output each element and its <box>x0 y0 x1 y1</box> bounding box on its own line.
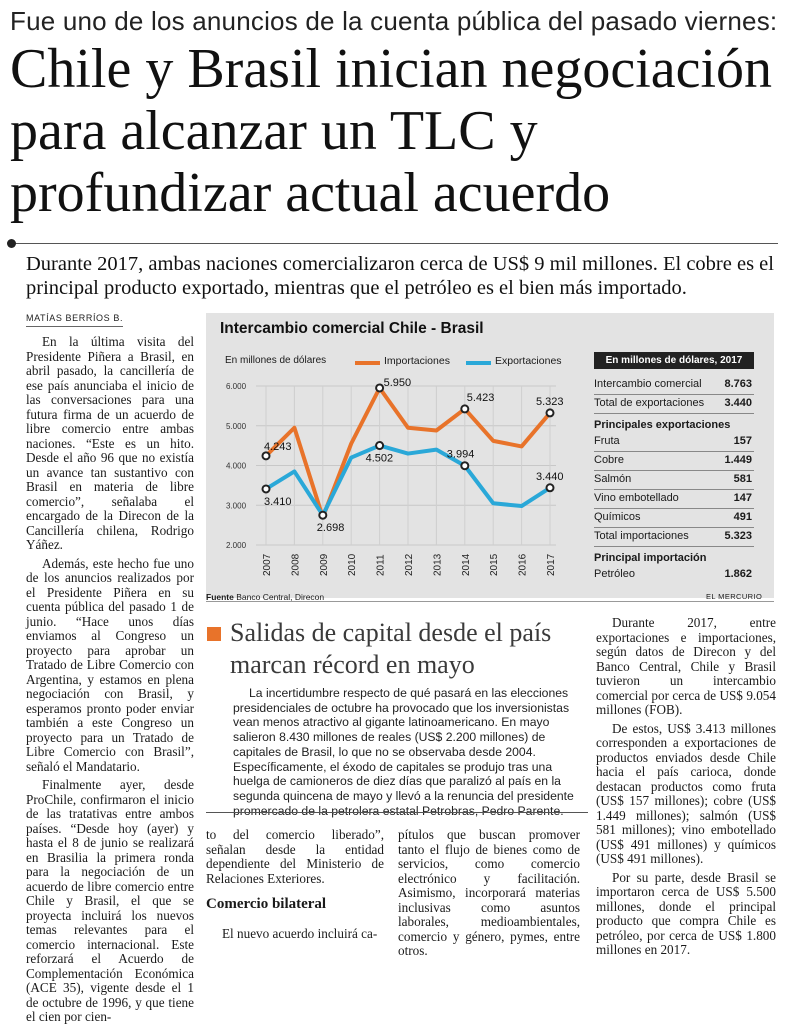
stats-value: 1.449 <box>724 454 752 466</box>
paragraph: El nuevo acuerdo incluirá ca- <box>222 926 378 941</box>
data-label: 2.698 <box>316 522 345 535</box>
paragraph: Finalmente ayer, desde ProChile, confirmaron el inicio de las tratativas entre ambos países. “Desde hoy (ayer) y hasta el 8 de junio se realizará en Brasilia la primera ronda para la negociación de un acuerdo de libre comercio entre Chile y Brasil, el que se proyecta incluirá los nuevos temas relevantes para el comercio internacional. Este reforzará el Acuerdo de Complementación Económica (ACE 35), vigente desde el 1 de octubre de 1996, y que tiene el cien por cien- <box>26 777 194 1024</box>
headline-line: profundizar actual acuerdo <box>10 162 611 224</box>
stats-row <box>594 565 754 584</box>
x-tick-label: 2016 <box>517 553 529 576</box>
article-column-mid2 <box>398 828 580 963</box>
x-tick-label: 2015 <box>489 553 501 576</box>
stats-value: 1.862 <box>724 568 752 580</box>
headline-line: para alcanzar un TLC y <box>10 100 538 162</box>
paragraph: De estos, US$ 3.413 millones corresponden a exportaciones de productos enviados desde Chile hacia el país carioca, donde destacan productos como fruta (US$ 157 millones); cobre (US$ 1.449 millones); salmón (US$ 581 millones); vino embotellado (US$ 491 millones) y químicos (US$ 491 millones). <box>596 720 776 866</box>
stats-exports-heading: Principales exportaciones <box>594 419 731 431</box>
stats-row <box>594 508 754 528</box>
paragraph: En la última visita del Presidente Piñera a Brasil, en abril pasado, la cancillería de ese país anunciaba el inicio de las conversaciones para una futura firma de un acuerdo de libre comercio entre ambas naciones. “Este es un hito. Desde el año 96 que no existía un avance tan sustantivo con Brasil en materia de libre comercio”, señalaba el encargado de la Direcon de la Cancillería chilena, Rodrigo Yáñez. <box>26 334 194 552</box>
stats-value: 5.323 <box>724 530 752 542</box>
x-tick-label: 2017 <box>546 553 557 576</box>
chart-title: Intercambio comercial Chile - Brasil <box>220 320 484 337</box>
x-tick-label: 2010 <box>347 553 359 576</box>
paragraph: to del comercio liberado”, señalan desde la entidad dependiente del Ministerio de Relaciones Exteriores. <box>206 827 384 886</box>
headline-rule <box>10 243 778 244</box>
headline <box>10 38 780 224</box>
square-bullet-icon <box>207 627 221 641</box>
stats-row <box>594 489 754 509</box>
data-point <box>376 442 383 449</box>
bullet-dot-icon <box>7 239 16 248</box>
data-point <box>461 405 468 412</box>
newspaper-credit: EL MERCURIO <box>706 592 763 601</box>
legend-swatch-exportaciones <box>466 361 491 365</box>
y-tick-label: 6.000 <box>226 382 247 391</box>
x-tick-label: 2008 <box>290 553 302 576</box>
data-point <box>547 484 554 491</box>
y-tick-label: 2.000 <box>226 541 247 550</box>
data-label: 3.994 <box>446 448 475 461</box>
stats-import-heading: Principal importación <box>594 552 707 564</box>
data-point <box>547 409 554 416</box>
paragraph: Por su parte, desde Brasil se importaron cerca de US$ 5.500 millones, donde el principal producto que compra Chile es petróleo, por cerca de US$ 1.800 millones en 2017. <box>596 869 776 957</box>
stats-label: Químicos <box>594 511 641 523</box>
stats-label: Fruta <box>594 435 620 447</box>
data-label: 3.410 <box>264 495 292 508</box>
stats-row <box>594 432 754 452</box>
data-label: 5.950 <box>383 376 412 389</box>
data-label: 4.243 <box>264 440 292 453</box>
paragraph: Durante 2017, entre exportaciones e importaciones, según datos de Direcon y del Banco Central, Chile y Brasil tuvieron un intercambio comercial por cerca de US$ 9.054 millones (FOB). <box>596 615 776 717</box>
stats-value: 491 <box>733 511 752 523</box>
stats-label: Intercambio comercial <box>594 378 702 390</box>
y-tick-label: 5.000 <box>226 421 247 431</box>
box-rule <box>206 812 588 813</box>
data-label: 3.440 <box>536 470 564 483</box>
legend-swatch-importaciones <box>355 361 380 365</box>
stats-row <box>594 375 754 395</box>
box-title-line: marcan récord en mayo <box>230 650 475 679</box>
headline-line: Chile y Brasil inician negociación <box>10 38 773 100</box>
stats-label: Salmón <box>594 473 632 485</box>
stats-value: 8.763 <box>724 378 752 390</box>
data-label: 5.323 <box>536 395 564 408</box>
stats-row <box>594 394 754 414</box>
data-label: 4.502 <box>365 452 394 465</box>
stats-header: En millones de dólares, 2017 <box>594 352 754 369</box>
stats-value: 581 <box>733 473 752 485</box>
paragraph: Además, este hecho fue uno de los anuncios realizados por el Presidente Piñera en su cuenta pública del pasado 1 de junio. “Hace unos días enviamos al Congreso un proyecto para aprobar un Tratado de Libre Comercio con Argentina, y estamos en plena negociación con Brasil, y esperamos pronto poder enviar también a este Congreso un proyecto para un Tratado de Libre Comercio con Brasil”, señaló el Mandatario. <box>26 555 194 774</box>
stats-row <box>594 451 754 471</box>
x-tick-label: 2007 <box>262 553 273 576</box>
byline: MATÍAS BERRÍOS B. <box>26 313 123 327</box>
x-tick-label: 2009 <box>318 553 330 576</box>
stats-label: Cobre <box>594 454 624 466</box>
article-column-mid1 <box>206 828 384 946</box>
deck: Durante 2017, ambas naciones comercializaron cerca de US$ 9 mil millones. El cobre es el principal producto exportado, mientras que el petróleo es el bien más importado. <box>26 253 774 299</box>
source-label: Fuente <box>206 592 234 602</box>
article-column-right <box>596 616 776 962</box>
box-title-line: Salidas de capital desde el país <box>230 618 552 647</box>
data-point <box>461 462 468 469</box>
legend-label-exportaciones: Exportaciones <box>495 355 562 367</box>
stats-label: Petróleo <box>594 568 635 580</box>
paragraph: La incertidumbre respecto de qué pasará en las elecciones presidenciales de octubre ha provocado que los inversionistas vean menos atractivo al gigante latinoamericano. En mayo salieron 8.430 millones de reales (US$ 2.200 millones) de capitales de Brasil, lo que no se observaba desde 2004. Específicamente, el éxodo de capitales se produjo tras una huelga de camioneros de diez días que paralizó al país en la segunda quincena de mayo y llevó a la renuncia del presidente promercado de la petrolera estatal Petrobras, Pedro Parente. <box>233 686 574 818</box>
subhead: Comercio bilateral <box>206 896 327 912</box>
stats-label: Vino embotellado <box>594 492 679 504</box>
source-text: Banco Central, Direcon <box>236 592 325 602</box>
x-tick-label: 2013 <box>432 553 444 576</box>
data-point <box>319 512 326 519</box>
x-tick-label: 2014 <box>460 553 472 576</box>
data-point <box>376 384 383 391</box>
article-column-left <box>26 335 194 1029</box>
stats-row <box>594 527 754 547</box>
box-title <box>230 617 551 681</box>
y-tick-label: 4.000 <box>226 461 247 471</box>
stats-value: 157 <box>733 435 752 447</box>
stats-row <box>594 470 754 490</box>
x-tick-label: 2011 <box>375 554 387 576</box>
box-body <box>233 686 579 818</box>
line-chart <box>206 370 586 585</box>
stats-value: 3.440 <box>724 397 752 409</box>
data-point <box>263 485 270 492</box>
legend-label-importaciones: Importaciones <box>384 355 450 367</box>
y-tick-label: 3.000 <box>226 501 247 511</box>
chart-bottom-rule <box>206 601 774 602</box>
stats-value: 147 <box>733 492 752 504</box>
data-label: 5.423 <box>466 391 495 404</box>
chart-ylabel: En millones de dólares <box>225 355 327 366</box>
stats-label: Total importaciones <box>594 530 689 542</box>
stats-label: Total de exportaciones <box>594 397 705 409</box>
kicker: Fue uno de los anuncios de la cuenta pública del pasado viernes: <box>10 6 778 36</box>
paragraph: pítulos que buscan promover tanto el flujo de bienes como de servicios, como comercio electrónico y facilitación. Asimismo, incorporará materias inclusivas como asuntos laborales, medioambientales, comercio y género, pymes, entre otros. <box>398 827 580 958</box>
data-point <box>263 452 270 459</box>
x-tick-label: 2012 <box>404 553 415 576</box>
